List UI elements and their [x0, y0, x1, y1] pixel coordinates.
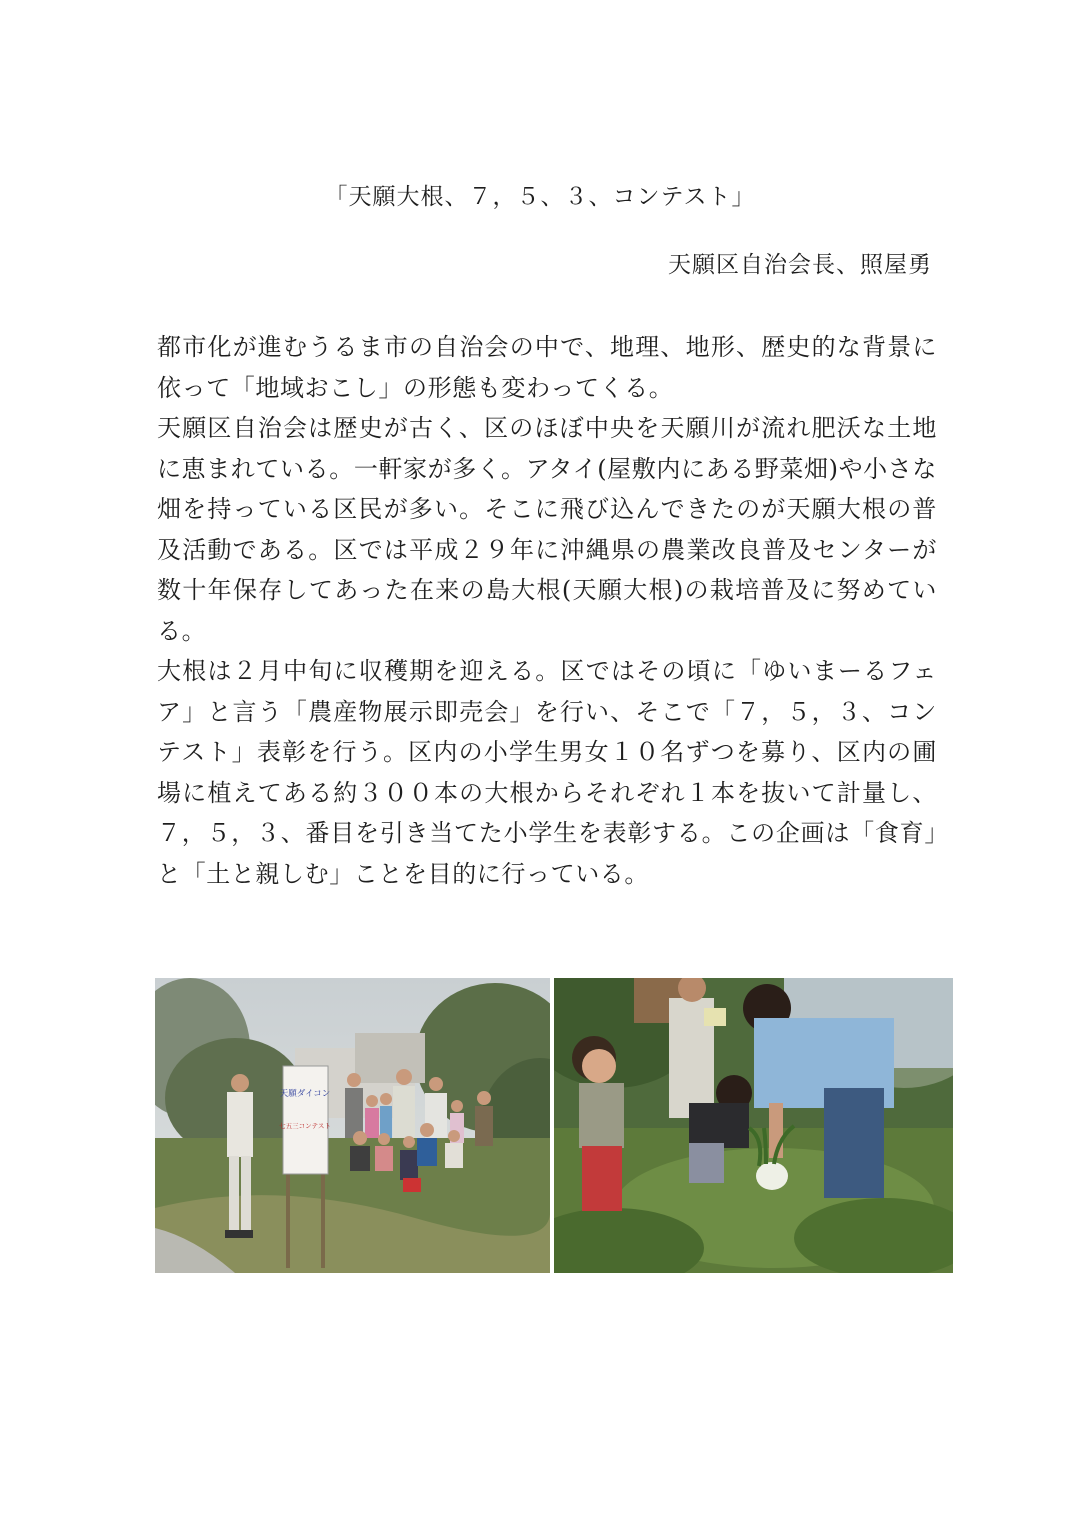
- sign-text-line1: 天願ダイコン: [279, 1089, 331, 1099]
- photo-pulling-daikon: [554, 978, 953, 1273]
- paragraph: 都市化が進むうるま市の自治会の中で、地理、地形、歴史的な背景に依って「地域おこし」の形態も変わってくる。: [157, 333, 937, 402]
- body-text: [157, 327, 937, 894]
- page-title: 「天願大根、７，５、３、コンテスト」: [324, 184, 756, 210]
- paragraph: 天願区自治会は歴史が古く、区のほぼ中央を天願川が流れ肥沃な土地に恵まれている。一軒家が多く。アタイ(屋敷内にある野菜畑)や小さな畑を持っている区民が多い。そこに飛び込んできたのが天願大根の普及活動である。区では平成２９年に沖縄県の農業改良普及センターが数十年保存してあった在来の島大根(天願大根)の栽培普及に努めている。: [157, 414, 937, 645]
- paragraph: 大根は２月中旬に収穫期を迎える。区ではその頃に「ゆいまーるフェア」と言う「農産物展示即売会」を行い、そこで「７，５，３、コンテスト」表彰を行う。区内の小学生男女１０名ずつを募り、区内の圃場に植えてある約３００本の大根からそれぞれ１本を抜いて計量し、７，５，３、番目を引き当てた小学生を表彰する。この企画は「食育」と「土と親しむ」ことを目的に行っている。: [157, 657, 937, 888]
- author-line: 天願区自治会長、照屋勇: [668, 252, 932, 278]
- photo-group-with-sign: [155, 978, 550, 1273]
- sign-text-line2: 七五三コンテスト: [279, 1122, 331, 1130]
